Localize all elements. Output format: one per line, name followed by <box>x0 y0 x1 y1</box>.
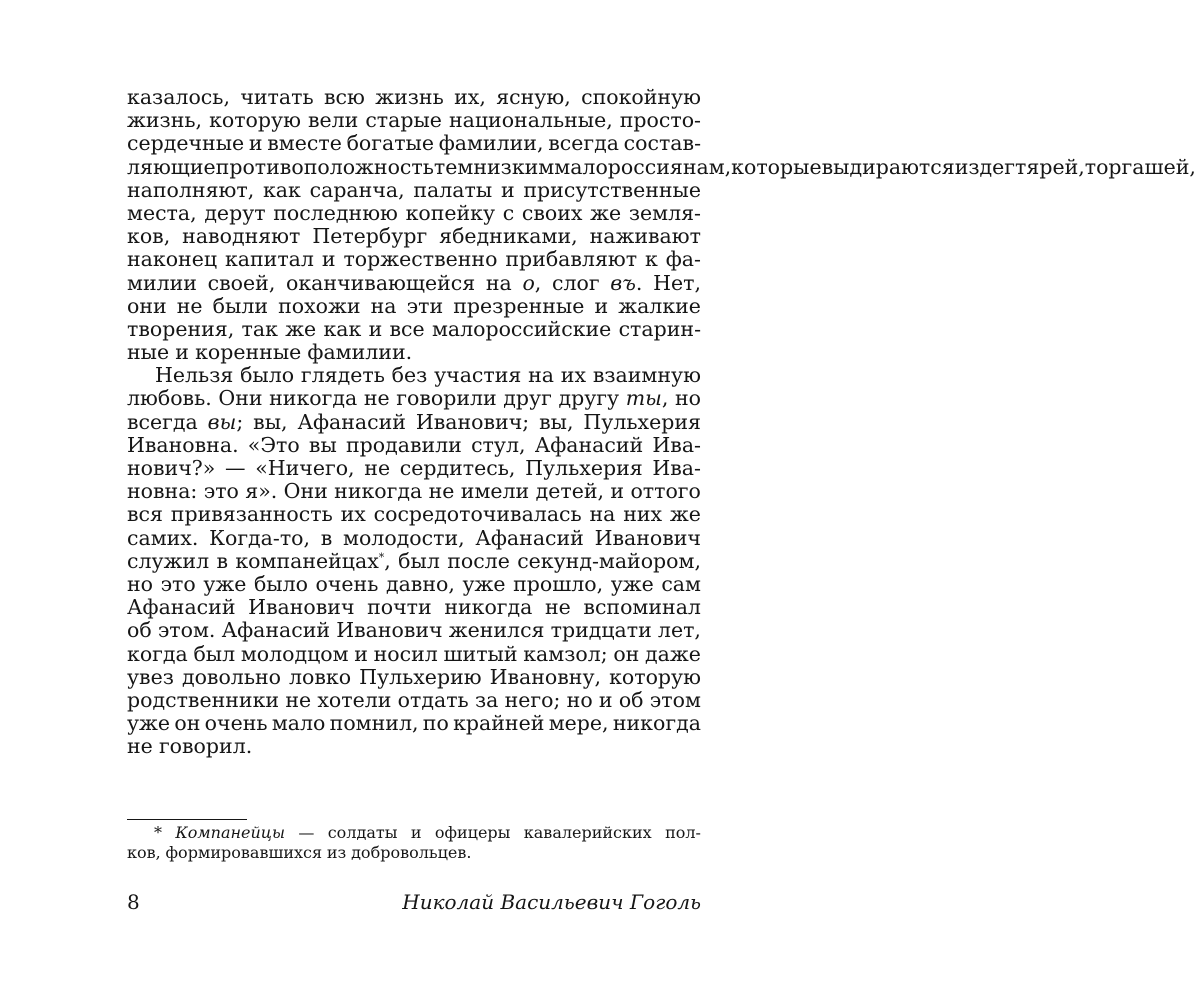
text-line: Афанасий Иванович почти никогда не вспоминал <box>127 595 701 620</box>
text-line: они не были похожи на эти презренные и жалкие <box>127 293 701 318</box>
text-line: любовь. Они никогда не говорили друг другу ты, но <box>127 386 701 411</box>
text-line: вся привязанность их сосредоточивалась на них же <box>127 502 701 527</box>
text-line: сердечные и вместе богатые фамилии, всегда состав- <box>127 131 701 156</box>
text-line: жизнь, которую вели старые национальные, просто- <box>127 108 701 133</box>
footnote-divider <box>127 819 247 820</box>
text-line: об этом. Афанасий Иванович женился тридцати лет, <box>127 618 701 643</box>
text-line: самих. Когда-то, в молодости, Афанасий Иванович <box>127 525 701 550</box>
text-line: всегда вы; вы, Афанасий Иванович; вы, Пульхерия <box>127 409 701 434</box>
text-line: когда был молодцом и носил шитый камзол; он даже <box>127 641 701 666</box>
footnote <box>127 823 701 863</box>
text-line: творения, так же как и все малороссийские старин- <box>127 316 701 341</box>
text-line: ляющие противоположность тем низким малороссиянам, которые выдираются из дегтярей, торгашей, <box>127 154 1196 179</box>
page-footer <box>127 890 701 914</box>
main-text <box>127 85 1196 759</box>
text-line: ков, наводняют Петербург ябедниками, наживают <box>127 224 701 249</box>
text-line: родственники не хотели отдать за него; но и об этом <box>127 687 701 712</box>
text-line: но это уже было очень давно, уже прошло, уже сам <box>127 571 701 596</box>
text-line: казалось, читать всю жизнь их, ясную, спокойную <box>127 85 701 109</box>
footnote-line-2: ков, формировавшихся из добровольцев. <box>127 843 472 862</box>
text-line: не говорил. <box>127 734 253 759</box>
text-line: увез довольно ловко Пульхерию Ивановну, которую <box>127 664 701 689</box>
text-line: милии своей, оканчивающейся на о, слог въ. Нет, <box>127 270 701 295</box>
text-line: наконец капитал и торжественно прибавляют к фа- <box>127 247 701 272</box>
text-line: Нельзя было глядеть без участия на их взаимную <box>155 363 701 388</box>
text-line: уже он очень мало помнил, по крайней мере, никогда <box>127 711 701 736</box>
text-line: нович?» — «Ничего, не сердитесь, Пульхерия Ива- <box>127 456 701 480</box>
text-line: ные и коренные фамилии. <box>127 340 413 365</box>
page-number: 8 <box>127 890 140 914</box>
text-line: служил в компанейцах*, был после секунд-майором, <box>127 548 701 573</box>
text-line: места, дерут последнюю копейку с своих же земля- <box>127 200 701 225</box>
text-line: Ивановна. «Это вы продавили стул, Афанасий Ива- <box>127 432 701 457</box>
text-line: наполняют, как саранча, палаты и присутственные <box>127 177 701 202</box>
running-header-author: Николай Васильевич Гоголь <box>402 890 701 914</box>
text-line: новна: это я». Они никогда не имели детей, и оттого <box>127 479 701 504</box>
paragraph-1 <box>127 85 1196 365</box>
paragraph-2 <box>127 364 701 758</box>
footnote-line-1: * Компанейцы — солдаты и офицеры кавалерийских пол- <box>154 823 701 842</box>
